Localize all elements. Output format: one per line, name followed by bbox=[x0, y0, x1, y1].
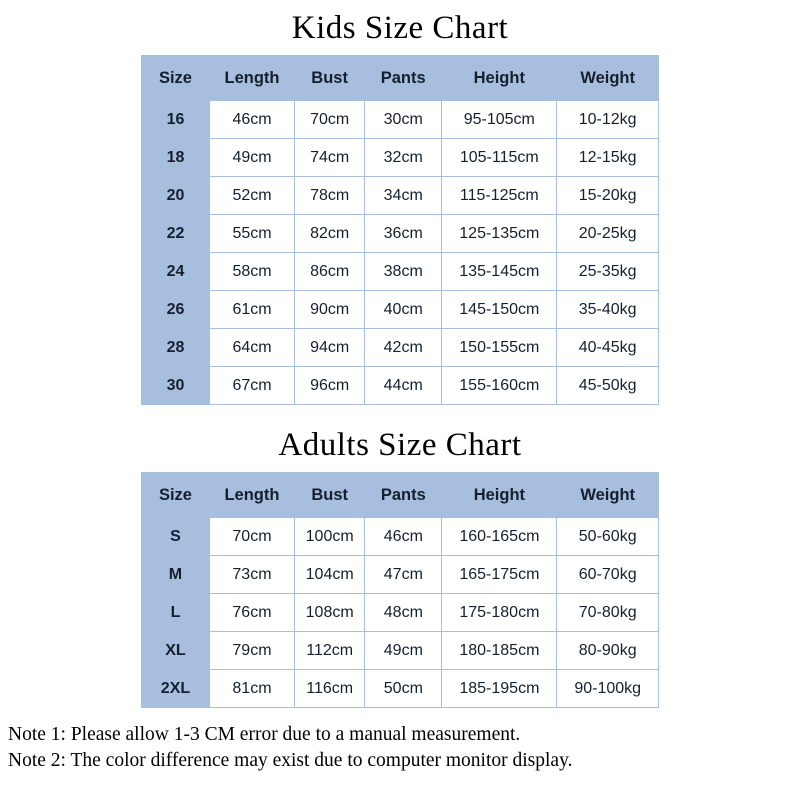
cell-length: 81cm bbox=[209, 670, 294, 708]
cell-pants: 49cm bbox=[365, 632, 442, 670]
cell-weight: 20-25kg bbox=[557, 215, 659, 253]
cell-size: 2XL bbox=[142, 670, 210, 708]
cell-bust: 108cm bbox=[295, 594, 365, 632]
cell-height: 180-185cm bbox=[442, 632, 557, 670]
cell-bust: 116cm bbox=[295, 670, 365, 708]
table-row bbox=[142, 291, 659, 329]
cell-weight: 10-12kg bbox=[557, 101, 659, 139]
adults-table-body bbox=[142, 518, 659, 708]
cell-size: 18 bbox=[142, 139, 210, 177]
cell-height: 135-145cm bbox=[442, 253, 557, 291]
cell-pants: 34cm bbox=[365, 177, 442, 215]
cell-size: M bbox=[142, 556, 210, 594]
cell-length: 61cm bbox=[209, 291, 294, 329]
cell-size: 22 bbox=[142, 215, 210, 253]
cell-bust: 96cm bbox=[295, 367, 365, 405]
kids-chart-title: Kids Size Chart bbox=[291, 10, 509, 46]
adults-chart-title: Adults Size Chart bbox=[278, 427, 522, 463]
cell-size: 20 bbox=[142, 177, 210, 215]
cell-height: 145-150cm bbox=[442, 291, 557, 329]
cell-height: 160-165cm bbox=[442, 518, 557, 556]
cell-weight: 15-20kg bbox=[557, 177, 659, 215]
cell-bust: 82cm bbox=[295, 215, 365, 253]
cell-height: 95-105cm bbox=[442, 101, 557, 139]
adults-table-header bbox=[142, 473, 659, 518]
cell-pants: 48cm bbox=[365, 594, 442, 632]
notes-section bbox=[0, 722, 800, 774]
cell-length: 73cm bbox=[209, 556, 294, 594]
cell-length: 79cm bbox=[209, 632, 294, 670]
table-row bbox=[142, 177, 659, 215]
cell-height: 165-175cm bbox=[442, 556, 557, 594]
kids-table-body bbox=[142, 101, 659, 405]
table-row bbox=[142, 518, 659, 556]
table-row bbox=[142, 101, 659, 139]
table-header-row bbox=[142, 473, 659, 518]
cell-weight: 40-45kg bbox=[557, 329, 659, 367]
cell-bust: 78cm bbox=[295, 177, 365, 215]
cell-size: L bbox=[142, 594, 210, 632]
column-header-length: Length bbox=[209, 56, 294, 101]
cell-height: 105-115cm bbox=[442, 139, 557, 177]
cell-length: 58cm bbox=[209, 253, 294, 291]
column-header-bust: Bust bbox=[295, 56, 365, 101]
table-header-row bbox=[142, 56, 659, 101]
cell-length: 46cm bbox=[209, 101, 294, 139]
cell-weight: 60-70kg bbox=[557, 556, 659, 594]
cell-size: 26 bbox=[142, 291, 210, 329]
column-header-weight: Weight bbox=[557, 56, 659, 101]
cell-weight: 50-60kg bbox=[557, 518, 659, 556]
cell-height: 125-135cm bbox=[442, 215, 557, 253]
table-row bbox=[142, 139, 659, 177]
column-header-height: Height bbox=[442, 473, 557, 518]
cell-size: S bbox=[142, 518, 210, 556]
cell-bust: 74cm bbox=[295, 139, 365, 177]
table-row bbox=[142, 329, 659, 367]
column-header-length: Length bbox=[209, 473, 294, 518]
table-row bbox=[142, 670, 659, 708]
table-row bbox=[142, 632, 659, 670]
table-row bbox=[142, 215, 659, 253]
cell-size: 16 bbox=[142, 101, 210, 139]
cell-height: 155-160cm bbox=[442, 367, 557, 405]
cell-bust: 100cm bbox=[295, 518, 365, 556]
cell-pants: 50cm bbox=[365, 670, 442, 708]
note-line-1: Note 1: Please allow 1-3 CM error due to a manual measurement. bbox=[8, 724, 521, 745]
cell-pants: 36cm bbox=[365, 215, 442, 253]
column-header-size: Size bbox=[142, 473, 210, 518]
column-header-pants: Pants bbox=[365, 56, 442, 101]
cell-height: 115-125cm bbox=[442, 177, 557, 215]
adults-size-table bbox=[141, 472, 659, 708]
cell-pants: 30cm bbox=[365, 101, 442, 139]
table-row bbox=[142, 367, 659, 405]
cell-bust: 90cm bbox=[295, 291, 365, 329]
note-line-2: Note 2: The color difference may exist due to computer monitor display. bbox=[8, 749, 573, 771]
cell-length: 52cm bbox=[209, 177, 294, 215]
table-row bbox=[142, 253, 659, 291]
cell-weight: 35-40kg bbox=[557, 291, 659, 329]
table-row bbox=[142, 594, 659, 632]
cell-weight: 80-90kg bbox=[557, 632, 659, 670]
cell-pants: 42cm bbox=[365, 329, 442, 367]
kids-size-table bbox=[141, 55, 659, 405]
column-header-pants: Pants bbox=[365, 473, 442, 518]
cell-height: 175-180cm bbox=[442, 594, 557, 632]
cell-weight: 90-100kg bbox=[557, 670, 659, 708]
column-header-size: Size bbox=[142, 56, 210, 101]
cell-size: 28 bbox=[142, 329, 210, 367]
column-header-weight: Weight bbox=[557, 473, 659, 518]
cell-pants: 32cm bbox=[365, 139, 442, 177]
cell-length: 70cm bbox=[209, 518, 294, 556]
cell-pants: 47cm bbox=[365, 556, 442, 594]
cell-size: 24 bbox=[142, 253, 210, 291]
cell-bust: 70cm bbox=[295, 101, 365, 139]
cell-weight: 12-15kg bbox=[557, 139, 659, 177]
cell-weight: 25-35kg bbox=[557, 253, 659, 291]
cell-pants: 40cm bbox=[365, 291, 442, 329]
table-row bbox=[142, 556, 659, 594]
column-header-height: Height bbox=[442, 56, 557, 101]
cell-weight: 70-80kg bbox=[557, 594, 659, 632]
kids-table-header bbox=[142, 56, 659, 101]
cell-bust: 112cm bbox=[295, 632, 365, 670]
cell-bust: 86cm bbox=[295, 253, 365, 291]
cell-length: 76cm bbox=[209, 594, 294, 632]
cell-height: 150-155cm bbox=[442, 329, 557, 367]
cell-length: 55cm bbox=[209, 215, 294, 253]
cell-size: XL bbox=[142, 632, 210, 670]
cell-size: 30 bbox=[142, 367, 210, 405]
cell-length: 64cm bbox=[209, 329, 294, 367]
cell-height: 185-195cm bbox=[442, 670, 557, 708]
column-header-bust: Bust bbox=[295, 473, 365, 518]
cell-pants: 38cm bbox=[365, 253, 442, 291]
cell-pants: 46cm bbox=[365, 518, 442, 556]
cell-bust: 104cm bbox=[295, 556, 365, 594]
cell-pants: 44cm bbox=[365, 367, 442, 405]
cell-weight: 45-50kg bbox=[557, 367, 659, 405]
cell-bust: 94cm bbox=[295, 329, 365, 367]
cell-length: 67cm bbox=[209, 367, 294, 405]
cell-length: 49cm bbox=[209, 139, 294, 177]
